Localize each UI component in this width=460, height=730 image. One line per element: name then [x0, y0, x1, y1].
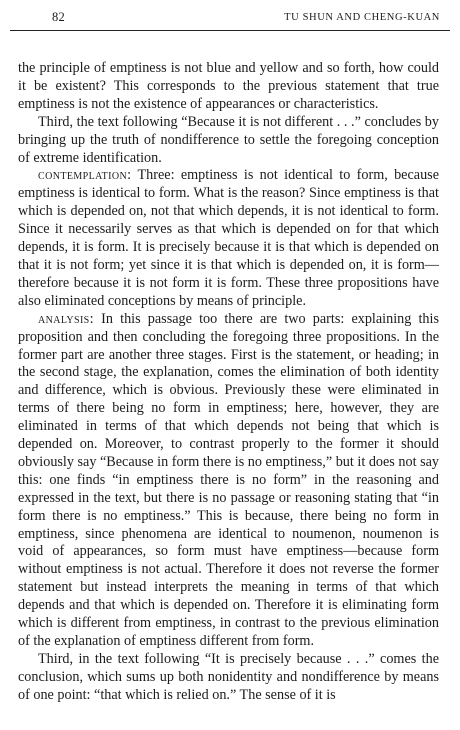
section-label-analysis: analysis: — [38, 310, 94, 327]
running-header — [10, 4, 450, 31]
paragraph-third-conclusion — [18, 114, 439, 168]
running-title: TU SHUN AND CHENG-KUAN — [284, 12, 440, 23]
page-number: 82 — [52, 10, 66, 24]
paragraph-contemplation — [18, 167, 439, 310]
paragraph-continuation — [18, 60, 439, 114]
paragraph-analysis — [18, 311, 439, 651]
paragraph-text: Third, the text following “Because it is not different . . .” concludes by bringing up the truth of nondifference to settle the foregoing conception of extreme identification. — [18, 113, 439, 166]
paragraph-text: Three: emptiness is not identical to form, because emptiness is identical to form. What is the reason? Since emptiness is that which is depended on, not that which depends, it is not identical to form. Since it necessarily serves as that which is depended on for that which depends, it is form. It is precisely because it is that which is depended on that it is not form; yet since it is that which is depended on, it is form—therefore because it is not form it is form. These three propositions have also eliminated conceptions by means of principle. — [18, 167, 439, 309]
paragraph-text: the principle of emptiness is not blue and yellow and so forth, how could it be existent? This corresponds to the previous statement that true emptiness is not the existence of appearances or characteristics. — [18, 60, 439, 112]
paragraph-third-conclusion-2 — [18, 651, 439, 705]
paragraph-text: In this passage too there are two parts: explaining this proposition and then concluding the foregoing three propositions. In the former part are another three stages. First is the statement, or heading; in the second stage, the explanation, comes the elimination of both identity and difference, which is obvious. Previously these were eliminated in terms of there being no form in emptiness; here, however, they are eliminated in terms of that which depends not being that which is depended on. Moreover, to contrast properly to the former it should obviously say “Because in form there is no emptiness,” but it does not say this: one finds “in emptiness there is no form” in the reasoning and expressed in the text, but there is no passage or reasoning stating that “in form there is no emptiness.” This is because, there being no form in emptiness, since phenomena are identical to noumenon, noumenon is void of appearances, so form must have emptiness—because form without emptiness is not actual. Therefore it does not reverse the former statement but instead interprets the meaning in terms of that which depends and that which is depended on. Therefore it is eliminating form which is different from emptiness, in contrast to the previous elimination of the explanation of emptiness different from form. — [18, 310, 439, 649]
paragraph-text: Third, in the text following “It is precisely because . . .” comes the conclusion, which sums up both nonidentity and nondifference by means of one point: “that which is relied on.” The sense of it is — [18, 650, 439, 703]
body-text — [18, 60, 439, 705]
section-label-contemplation: contemplation: — [38, 167, 132, 184]
